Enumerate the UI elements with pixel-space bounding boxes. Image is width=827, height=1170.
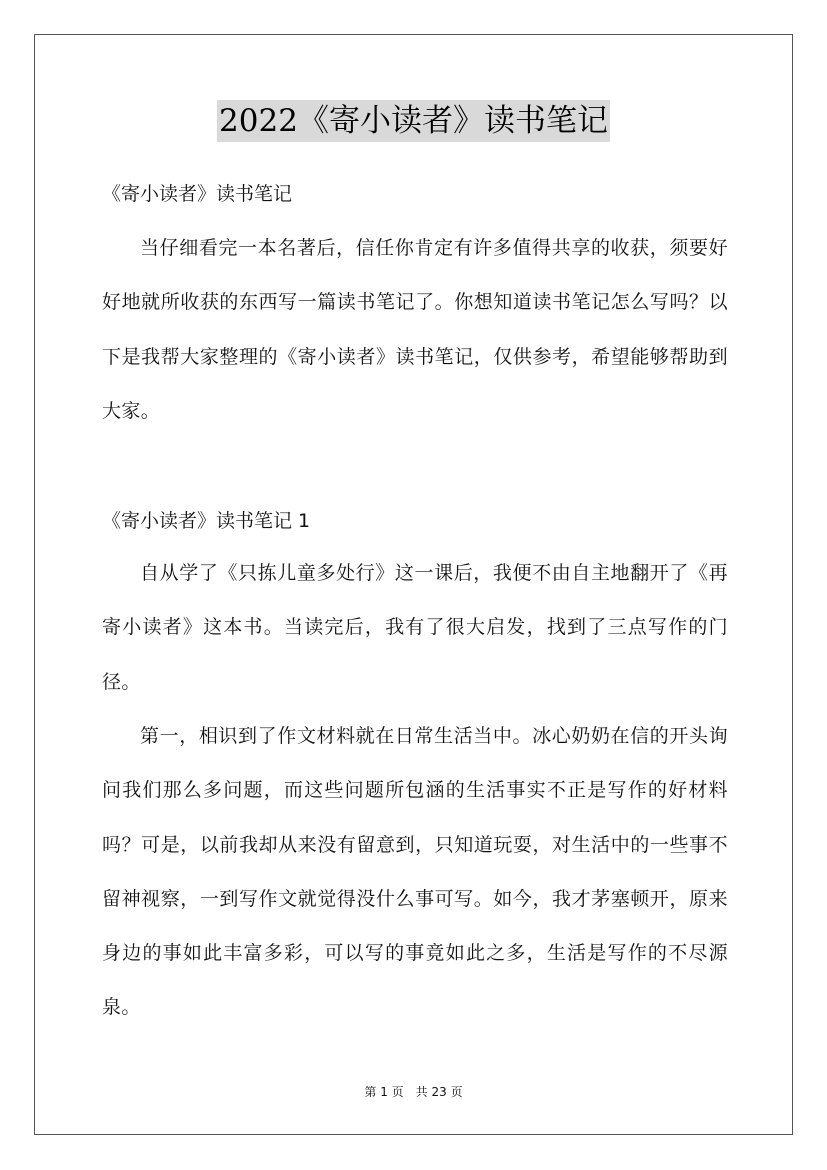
- intro-heading: 《寄小读者》读书笔记: [102, 183, 293, 205]
- page-number-footer: 第 1 页 共 23 页: [364, 1085, 463, 1099]
- section-heading: 《寄小读者》读书笔记 1: [102, 510, 311, 532]
- title-container: [0, 100, 827, 142]
- body-paragraph: 自从学了《只拣儿童多处行》这一课后，我便不由自主地翻开了《再寄小读者》这本书。当读完后，我有了很大启发，找到了三点写作的门径。: [102, 562, 728, 693]
- document-title: 2022《寄小读者》读书笔记: [217, 100, 610, 142]
- body-paragraph: 第一，相识到了作文材料就在日常生活当中。冰心奶奶在信的开头询问我们那么多问题，而这些问题所包涵的生活事实不正是写作的好材料吗？可是，以前我却从来没有留意到，只知道玩耍，对生活中的一些事不留神视察，一到写作文就觉得没什么事可写。如今，我才茅塞顿开，原来身边的事如此丰富多彩，可以写的事竟如此之多，生活是写作的不尽源泉。: [102, 725, 728, 1019]
- intro-paragraph: 当仔细看完一本名著后，信任你肯定有许多值得共享的收获，须要好好地就所收获的东西写一篇读书笔记了。你想知道读书笔记怎么写吗？以下是我帮大家整理的《寄小读者》读书笔记，仅供参考，希望能够帮助到大家。: [102, 237, 728, 422]
